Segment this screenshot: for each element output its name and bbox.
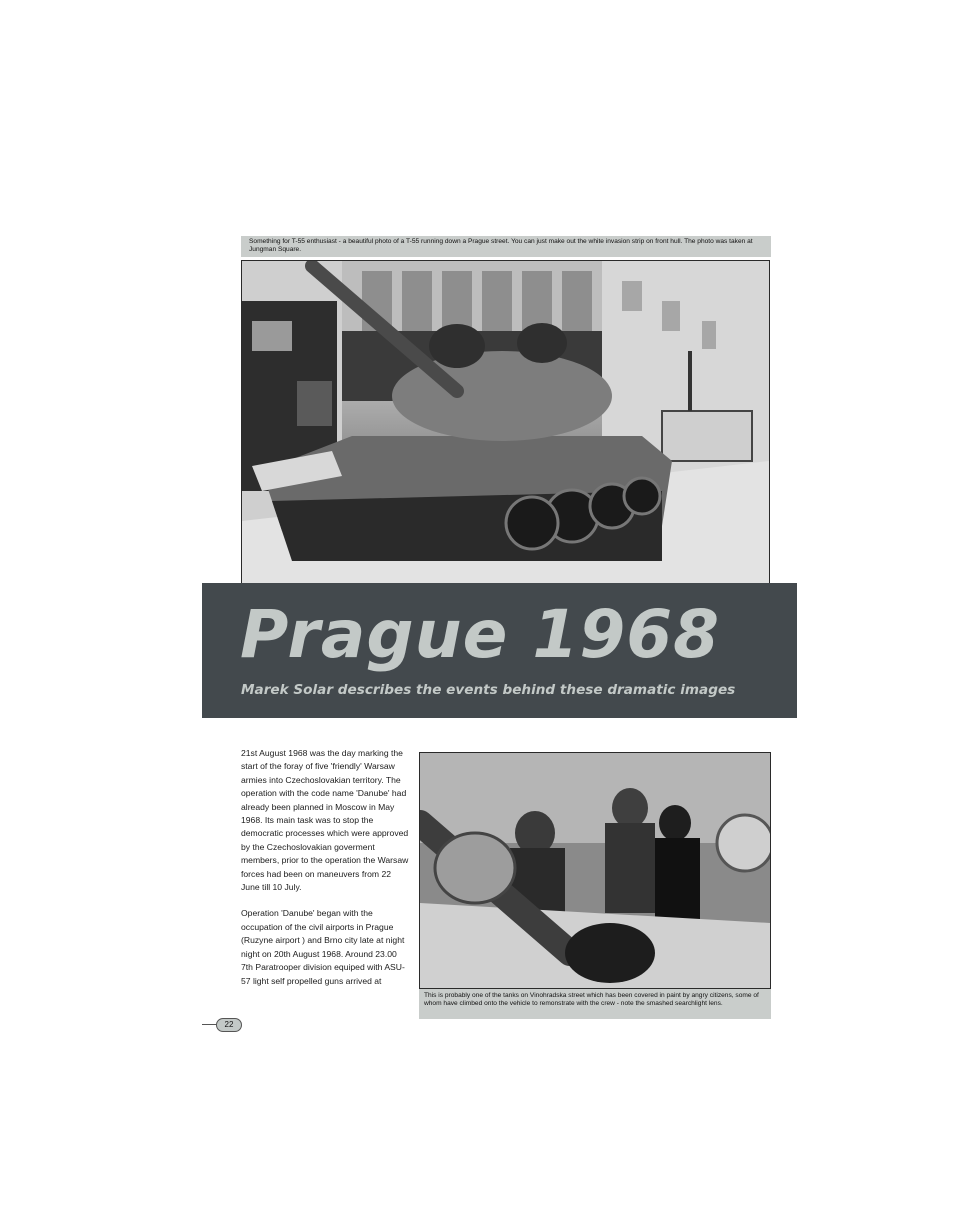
- article-title: Prague 1968: [240, 596, 721, 673]
- body-paragraph: Operation 'Danube' began with the occupation of the civil airports in Prague (Ruzyne airport ) and Brno city late at night night on 20th August 1968. Around 23.00 7th Paratrooper division equiped with ASU-57 light self propelled guns arrived at: [241, 908, 405, 986]
- crowd-on-tank-photo: [419, 752, 771, 989]
- body-paragraph: 21st August 1968 was the day marking the start of the foray of five 'friendly' Warsaw armies into Czechoslovakian territory. The operation with the code name 'Danube' had already been planned in Moscow in May 1968. Its main task was to stop the democratic processes which were approved by the Czechoslovakian goverment members, prior to the operation the Warsaw forces had been on maneuvers from 22 June till 10 July.: [241, 748, 409, 893]
- tank-street-photo: [241, 260, 770, 601]
- top-photo-caption: Something for T-55 enthusiast - a beautiful photo of a T-55 running down a Prague street. You can just make out the white invasion strip on front hull. The photo was taken at Jungman Square.: [241, 236, 771, 257]
- article-subtitle: Marek Solar describes the events behind these dramatic images: [241, 682, 736, 698]
- bottom-photo-caption: This is probably one of the tanks on Vinohradska street which has been covered in paint by angry citizens, some of whom have climbed onto the vehicle to remonstrate with the crew - note the smashed searchlight lens.: [419, 989, 771, 1019]
- page-number: 22: [216, 1018, 242, 1032]
- article-body: [241, 747, 411, 1001]
